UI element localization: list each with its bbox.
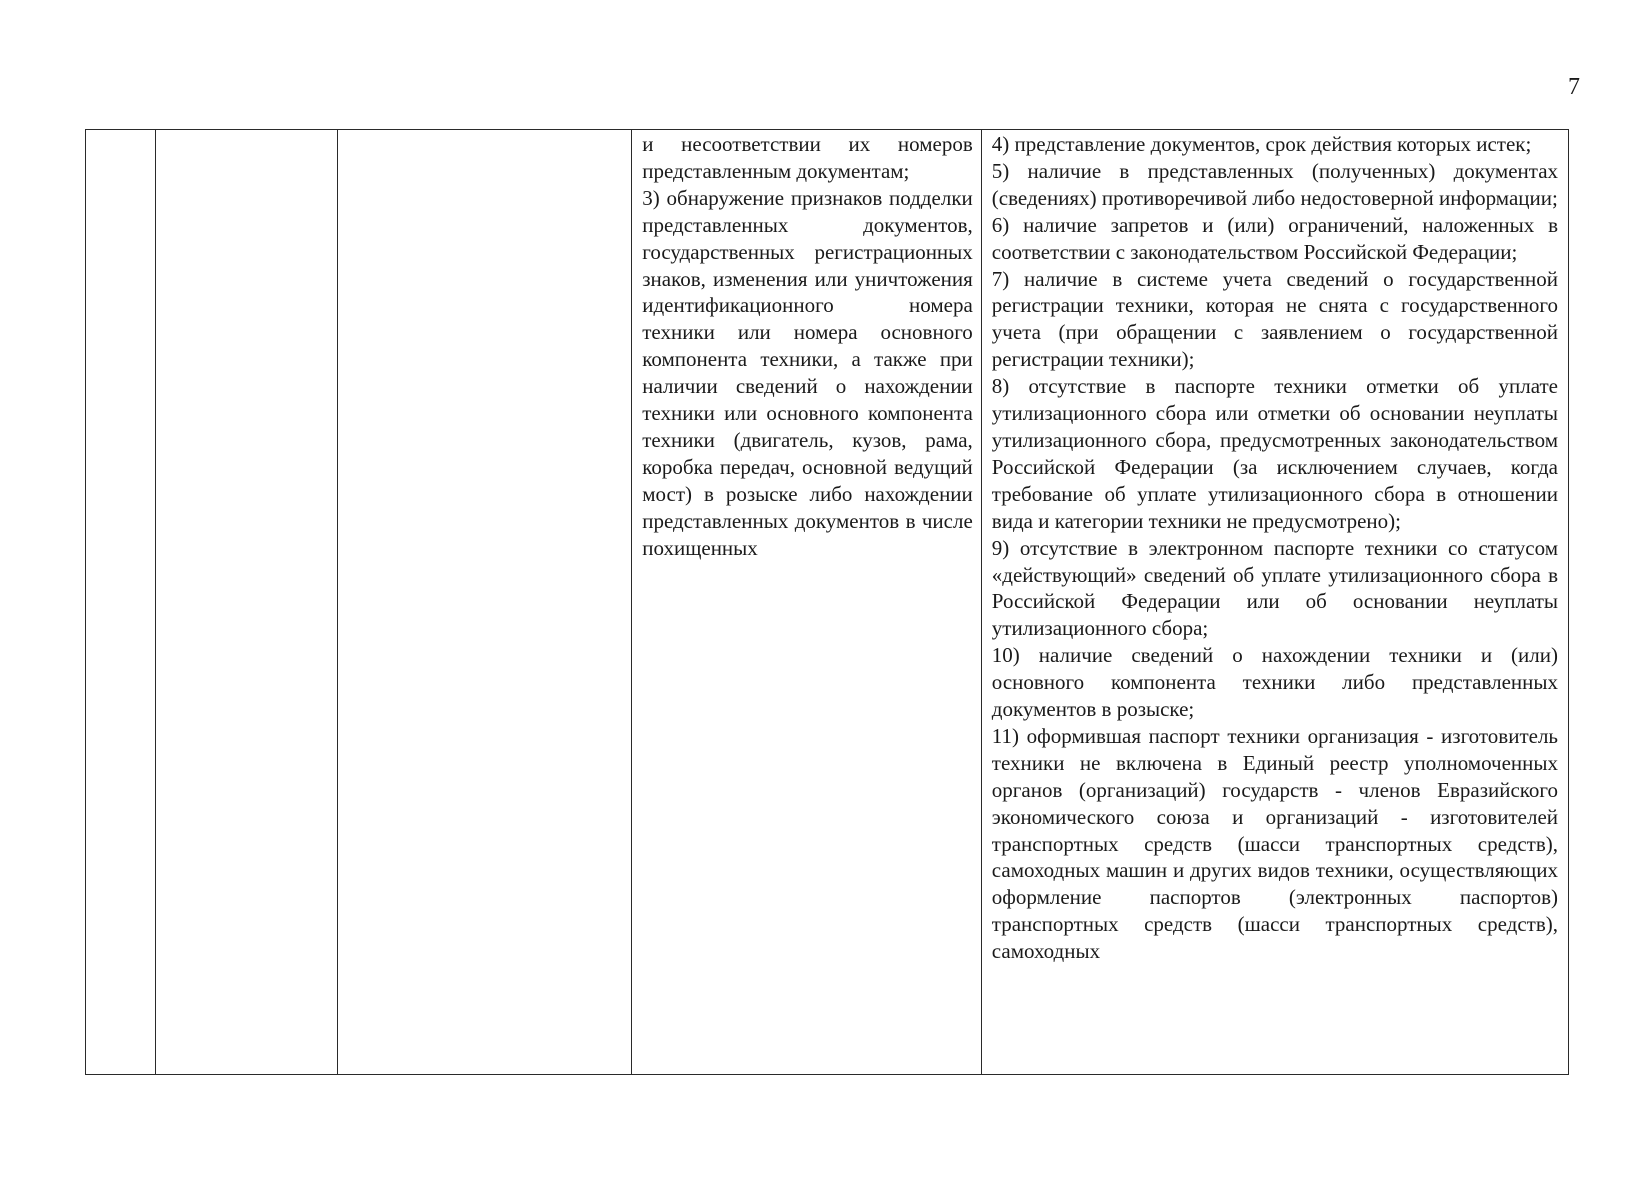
list-item: 5) наличие в представленных (полученных) документах (сведениях) противоречивой либо недостоверной информации; xyxy=(991,158,1559,210)
list-item: 10) наличие сведений о нахождении техники и (или) основного компонента техники либо представленных документов в розыске; xyxy=(991,643,1559,722)
list-item: 8) отсутствие в паспорте техники отметки об уплате утилизационного сбора или отметки об основании неуплаты утилизационного сбора, предусмотренных законодательством Российской Федерации (за исключением случаев, когда требование об уплате утилизационного сбора в отношении вида и категории техники не предусмотрено); xyxy=(991,374,1559,533)
page-number: 7 xyxy=(1568,74,1580,100)
table-column-number xyxy=(86,130,156,1074)
list-item: 4) представление документов, срок действия которых истек; xyxy=(991,132,1532,156)
list-item: 11) оформившая паспорт техники организация - изготовитель техники не включена в Единый реестр уполномоченных органов (организаций) государств - членов Евразийского экономического союза и организаций - изготовителей транспортных средств (шасси транспортных средств), самоходных машин и других видов техники, осуществляющих оформление паспортов (электронных паспортов) транспортных средств (шасси транспортных средств), самоходных xyxy=(991,723,1559,964)
table-column-3 xyxy=(338,130,633,1074)
table-column-refusal-grounds-part1 xyxy=(632,130,982,1074)
list-item: и несоответствии их номеров представленным документам; xyxy=(642,132,973,183)
list-item: 9) отсутствие в электронном паспорте техники со статусом «действующий» сведений об уплате утилизационного сбора в Российской Федерации или об основании неуплаты утилизационного сбора; xyxy=(991,535,1559,641)
list-item: 7) наличие в системе учета сведений о государственной регистрации техники, которая не снята с государственного учета (при обращении с заявлением о государственной регистрации техники); xyxy=(991,266,1559,372)
table-column-refusal-grounds-part2 xyxy=(982,130,1568,1074)
requirements-table xyxy=(85,129,1569,1075)
list-item: 6) наличие запретов и (или) ограничений, наложенных в соответствии с законодательством Российской Федерации; xyxy=(991,212,1559,264)
refusal-grounds-list xyxy=(992,131,1558,965)
table-column-2 xyxy=(156,130,338,1074)
refusal-grounds-text xyxy=(642,131,973,562)
list-item: 3) обнаружение признаков подделки представленных документов, государственных регистрационных знаков, изменения или уничтожения идентификационного номера техники или номера основного компонента техники, а также при наличии сведений о нахождении техники или основного компонента техники (двигатель, кузов, рама, коробка передач, основной ведущий мост) в розыске либо нахождении представленных документов в числе похищенных xyxy=(642,185,973,560)
